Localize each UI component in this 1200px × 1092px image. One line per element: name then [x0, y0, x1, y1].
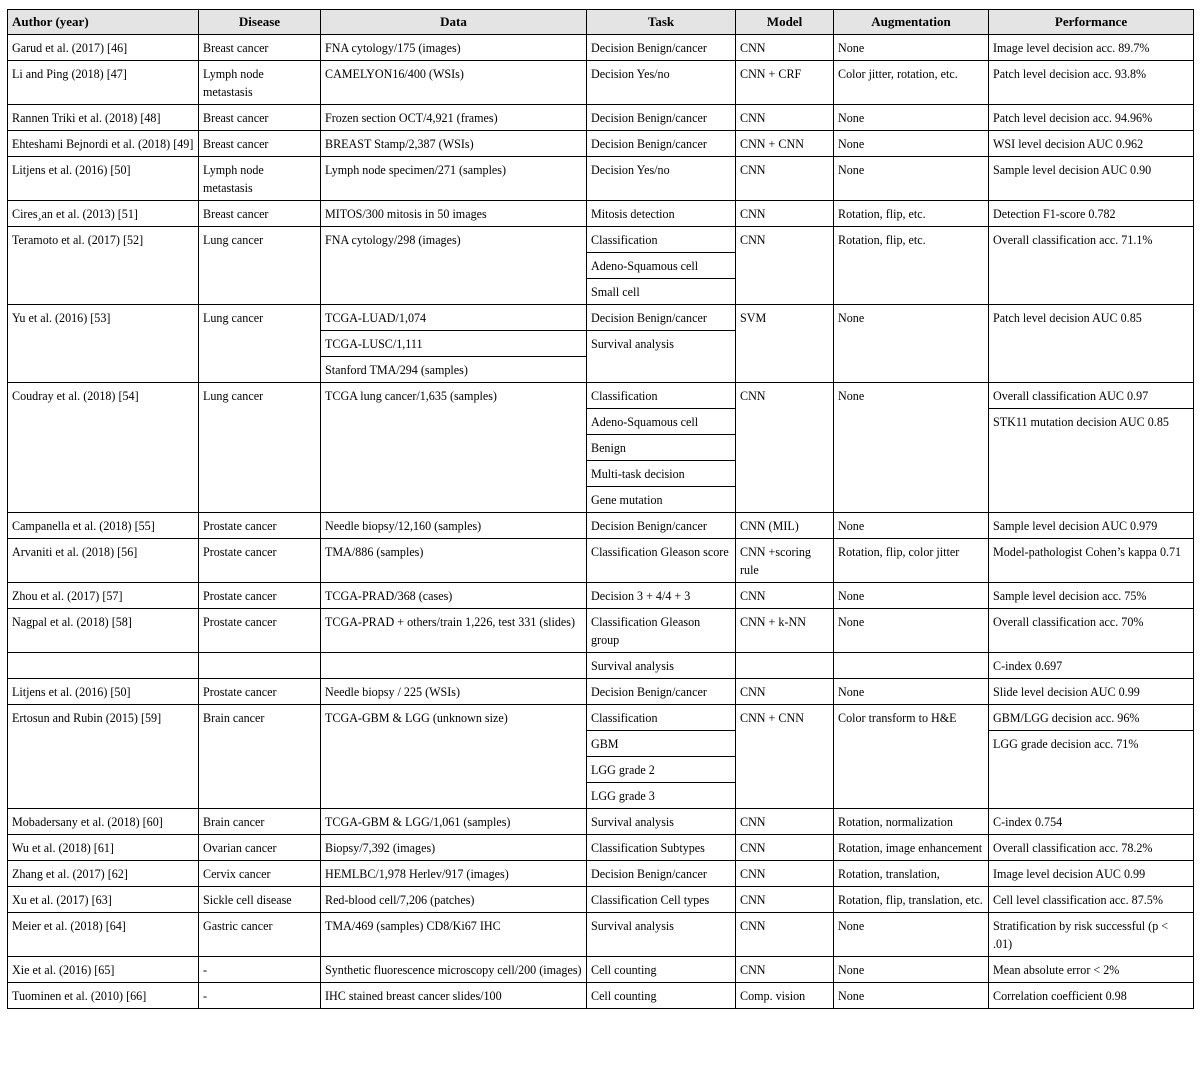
table-cell: TMA/886 (samples): [321, 539, 587, 583]
table-row: [8, 861, 1194, 887]
table-cell: Rotation, normalization: [834, 809, 989, 835]
table-row: [8, 201, 1194, 227]
table-cell: None: [834, 679, 989, 705]
table-cell: None: [834, 513, 989, 539]
table-cell: CNN: [736, 383, 834, 513]
table-cell: Decision Benign/cancer: [587, 861, 736, 887]
table-cell: GBM/LGG decision acc. 96%: [989, 705, 1194, 731]
table-cell: Rotation, flip, etc.: [834, 201, 989, 227]
table-cell: Overall classification AUC 0.97: [989, 383, 1194, 409]
table-cell: FNA cytology/175 (images): [321, 35, 587, 61]
table-cell: Synthetic fluorescence microscopy cell/200 (images): [321, 957, 587, 983]
table-cell: Cell level classification acc. 87.5%: [989, 887, 1194, 913]
table-cell: [834, 653, 989, 679]
table-cell: Breast cancer: [199, 201, 321, 227]
table-cell: Patch level decision acc. 94.96%: [989, 105, 1194, 131]
table-cell: Rotation, image enhancement: [834, 835, 989, 861]
table-cell: Patch level decision AUC 0.85: [989, 305, 1194, 383]
header-model: Model: [736, 10, 834, 35]
table-cell: [736, 653, 834, 679]
header-data: Data: [321, 10, 587, 35]
table-cell: Garud et al. (2017) [46]: [8, 35, 199, 61]
table-cell: Cervix cancer: [199, 861, 321, 887]
table-row: [8, 653, 1194, 679]
table-cell: [321, 653, 587, 679]
table-row: [8, 983, 1194, 1009]
table-cell: TCGA-GBM & LGG/1,061 (samples): [321, 809, 587, 835]
table-cell: Decision Benign/cancer: [587, 679, 736, 705]
table-cell: Slide level decision AUC 0.99: [989, 679, 1194, 705]
table-cell: None: [834, 105, 989, 131]
table-cell: FNA cytology/298 (images): [321, 227, 587, 305]
table-cell: TCGA lung cancer/1,635 (samples): [321, 383, 587, 513]
table-cell: Survival analysis: [587, 809, 736, 835]
table-cell: Decision Benign/cancer: [587, 105, 736, 131]
table-cell: Ertosun and Rubin (2015) [59]: [8, 705, 199, 809]
table-cell: CNN: [736, 157, 834, 201]
table-cell: Gastric cancer: [199, 913, 321, 957]
table-cell: Mobadersany et al. (2018) [60]: [8, 809, 199, 835]
table-cell: Cell counting: [587, 983, 736, 1009]
table-cell: Image level decision acc. 89.7%: [989, 35, 1194, 61]
table-cell: Lung cancer: [199, 227, 321, 305]
table-cell: Prostate cancer: [199, 679, 321, 705]
table-cell: Litjens et al. (2016) [50]: [8, 157, 199, 201]
table-cell: Rotation, flip, etc.: [834, 227, 989, 305]
table-cell: Survival analysis: [587, 331, 736, 383]
header-row: [8, 10, 1194, 35]
table-cell: Breast cancer: [199, 105, 321, 131]
table-row: [8, 705, 1194, 731]
table-cell: Prostate cancer: [199, 513, 321, 539]
table-cell: Classification: [587, 383, 736, 409]
table-cell: Classification Subtypes: [587, 835, 736, 861]
table-cell: Xu et al. (2017) [63]: [8, 887, 199, 913]
table-cell: CNN + CNN: [736, 131, 834, 157]
table-cell: CNN: [736, 201, 834, 227]
table-cell: Sickle cell disease: [199, 887, 321, 913]
table-cell: CNN: [736, 913, 834, 957]
table-cell: Prostate cancer: [199, 539, 321, 583]
table-cell: Campanella et al. (2018) [55]: [8, 513, 199, 539]
table-cell: CNN (MIL): [736, 513, 834, 539]
table-row: [8, 957, 1194, 983]
table-cell: Brain cancer: [199, 705, 321, 809]
table-cell: [8, 653, 199, 679]
table-cell: Prostate cancer: [199, 583, 321, 609]
header-performance: Performance: [989, 10, 1194, 35]
table-cell: Ehteshami Bejnordi et al. (2018) [49]: [8, 131, 199, 157]
table-cell: Mean absolute error < 2%: [989, 957, 1194, 983]
table-cell: LGG grade decision acc. 71%: [989, 731, 1194, 809]
table-cell: Classification: [587, 705, 736, 731]
table-cell: Breast cancer: [199, 131, 321, 157]
table-cell: Overall classification acc. 78.2%: [989, 835, 1194, 861]
table-cell: Decision Benign/cancer: [587, 35, 736, 61]
table-row: [8, 887, 1194, 913]
table-cell: Yu et al. (2016) [53]: [8, 305, 199, 383]
table-row: [8, 513, 1194, 539]
table-cell: CNN: [736, 35, 834, 61]
table-cell: Zhang et al. (2017) [62]: [8, 861, 199, 887]
header-task: Task: [587, 10, 736, 35]
table-cell: Teramoto et al. (2017) [52]: [8, 227, 199, 305]
table-cell: Stratification by risk successful (p < .01): [989, 913, 1194, 957]
table-cell: Zhou et al. (2017) [57]: [8, 583, 199, 609]
table-cell: Lymph node specimen/271 (samples): [321, 157, 587, 201]
table-cell: TMA/469 (samples) CD8/Ki67 IHC: [321, 913, 587, 957]
table-cell: Rannen Triki et al. (2018) [48]: [8, 105, 199, 131]
table-row: [8, 131, 1194, 157]
table-cell: WSI level decision AUC 0.962: [989, 131, 1194, 157]
table-cell: CNN: [736, 105, 834, 131]
header-augmentation: Augmentation: [834, 10, 989, 35]
table-cell: Lung cancer: [199, 383, 321, 513]
table-cell: Needle biopsy / 225 (WSIs): [321, 679, 587, 705]
table-cell: CNN +scoring rule: [736, 539, 834, 583]
table-row: [8, 61, 1194, 105]
table-cell: CNN: [736, 227, 834, 305]
table-row: [8, 913, 1194, 957]
table-cell: TCGA-GBM & LGG (unknown size): [321, 705, 587, 809]
table-cell: Cell counting: [587, 957, 736, 983]
table-cell: LGG grade 2: [587, 757, 736, 783]
table-cell: Classification Gleason group: [587, 609, 736, 653]
table-cell: CNN: [736, 887, 834, 913]
table-cell: Color transform to H&E: [834, 705, 989, 809]
table-cell: Breast cancer: [199, 35, 321, 61]
table-cell: Lymph node metastasis: [199, 157, 321, 201]
table-cell: TCGA-LUAD/1,074: [321, 305, 587, 331]
table-cell: STK11 mutation decision AUC 0.85: [989, 409, 1194, 513]
table-cell: Decision Yes/no: [587, 157, 736, 201]
table-cell: IHC stained breast cancer slides/100: [321, 983, 587, 1009]
table-cell: Biopsy/7,392 (images): [321, 835, 587, 861]
table-row: [8, 835, 1194, 861]
table-cell: Prostate cancer: [199, 609, 321, 653]
table-row: [8, 35, 1194, 61]
table-cell: Model-pathologist Cohen’s kappa 0.71: [989, 539, 1194, 583]
table-cell: CNN: [736, 679, 834, 705]
table-row: [8, 809, 1194, 835]
table-row: [8, 679, 1194, 705]
table-cell: Comp. vision: [736, 983, 834, 1009]
table-row: [8, 305, 1194, 331]
literature-table: [7, 9, 1194, 1009]
table-cell: Overall classification acc. 71.1%: [989, 227, 1194, 305]
table-cell: Small cell: [587, 279, 736, 305]
table-cell: Gene mutation: [587, 487, 736, 513]
table-cell: Lymph node metastasis: [199, 61, 321, 105]
table-row: [8, 583, 1194, 609]
table-cell: Stanford TMA/294 (samples): [321, 357, 587, 383]
table-cell: Survival analysis: [587, 653, 736, 679]
table-cell: Rotation, flip, translation, etc.: [834, 887, 989, 913]
table-cell: Cires¸an et al. (2013) [51]: [8, 201, 199, 227]
table-cell: Color jitter, rotation, etc.: [834, 61, 989, 105]
literature-table-container: [7, 9, 1193, 1009]
table-cell: CNN: [736, 835, 834, 861]
table-cell: CNN: [736, 583, 834, 609]
table-cell: Sample level decision AUC 0.979: [989, 513, 1194, 539]
table-cell: GBM: [587, 731, 736, 757]
table-cell: None: [834, 35, 989, 61]
table-cell: MITOS/300 mitosis in 50 images: [321, 201, 587, 227]
table-cell: CNN + CNN: [736, 705, 834, 809]
table-cell: Classification Gleason score: [587, 539, 736, 583]
table-cell: HEMLBC/1,978 Herlev/917 (images): [321, 861, 587, 887]
table-cell: TCGA-LUSC/1,111: [321, 331, 587, 357]
table-cell: Litjens et al. (2016) [50]: [8, 679, 199, 705]
table-row: [8, 383, 1194, 409]
table-cell: None: [834, 983, 989, 1009]
table-cell: Meier et al. (2018) [64]: [8, 913, 199, 957]
table-cell: Patch level decision acc. 93.8%: [989, 61, 1194, 105]
table-cell: Needle biopsy/12,160 (samples): [321, 513, 587, 539]
table-cell: Overall classification acc. 70%: [989, 609, 1194, 653]
table-cell: CNN: [736, 957, 834, 983]
table-cell: Arvaniti et al. (2018) [56]: [8, 539, 199, 583]
table-cell: Classification Cell types: [587, 887, 736, 913]
table-cell: SVM: [736, 305, 834, 383]
table-cell: Rotation, flip, color jitter: [834, 539, 989, 583]
table-cell: Decision Benign/cancer: [587, 131, 736, 157]
table-cell: Tuominen et al. (2010) [66]: [8, 983, 199, 1009]
table-cell: Image level decision AUC 0.99: [989, 861, 1194, 887]
table-cell: Mitosis detection: [587, 201, 736, 227]
table-cell: None: [834, 609, 989, 653]
table-cell: Correlation coefficient 0.98: [989, 983, 1194, 1009]
table-row: [8, 157, 1194, 201]
table-cell: BREAST Stamp/2,387 (WSIs): [321, 131, 587, 157]
table-cell: Wu et al. (2018) [61]: [8, 835, 199, 861]
table-cell: Sample level decision AUC 0.90: [989, 157, 1194, 201]
table-cell: CNN: [736, 861, 834, 887]
table-cell: Rotation, translation,: [834, 861, 989, 887]
table-cell: Coudray et al. (2018) [54]: [8, 383, 199, 513]
table-cell: TCGA-PRAD + others/train 1,226, test 331 (slides): [321, 609, 587, 653]
table-cell: None: [834, 305, 989, 383]
table-cell: Sample level decision acc. 75%: [989, 583, 1194, 609]
table-cell: C-index 0.697: [989, 653, 1194, 679]
table-header: [8, 10, 1194, 35]
table-row: [8, 539, 1194, 583]
table-cell: Survival analysis: [587, 913, 736, 957]
table-cell: -: [199, 957, 321, 983]
table-row: [8, 105, 1194, 131]
table-cell: Decision Benign/cancer: [587, 513, 736, 539]
table-cell: Adeno-Squamous cell: [587, 253, 736, 279]
table-cell: CNN: [736, 809, 834, 835]
table-cell: Red-blood cell/7,206 (patches): [321, 887, 587, 913]
table-cell: None: [834, 383, 989, 513]
table-cell: Lung cancer: [199, 305, 321, 383]
table-cell: Ovarian cancer: [199, 835, 321, 861]
table-cell: CNN + CRF: [736, 61, 834, 105]
table-cell: Multi-task decision: [587, 461, 736, 487]
table-cell: C-index 0.754: [989, 809, 1194, 835]
table-cell: Classification: [587, 227, 736, 253]
table-cell: -: [199, 983, 321, 1009]
table-cell: CAMELYON16/400 (WSIs): [321, 61, 587, 105]
header-author: Author (year): [8, 10, 199, 35]
table-cell: None: [834, 913, 989, 957]
table-cell: LGG grade 3: [587, 783, 736, 809]
table-cell: Detection F1-score 0.782: [989, 201, 1194, 227]
table-cell: None: [834, 157, 989, 201]
table-cell: None: [834, 957, 989, 983]
table-cell: CNN + k-NN: [736, 609, 834, 653]
table-cell: Decision 3 + 4/4 + 3: [587, 583, 736, 609]
header-disease: Disease: [199, 10, 321, 35]
table-cell: Frozen section OCT/4,921 (frames): [321, 105, 587, 131]
table-cell: Nagpal et al. (2018) [58]: [8, 609, 199, 653]
table-cell: None: [834, 583, 989, 609]
table-cell: Brain cancer: [199, 809, 321, 835]
table-cell: Decision Yes/no: [587, 61, 736, 105]
table-cell: Xie et al. (2016) [65]: [8, 957, 199, 983]
table-row: [8, 227, 1194, 253]
table-cell: [199, 653, 321, 679]
table-cell: Benign: [587, 435, 736, 461]
table-cell: Decision Benign/cancer: [587, 305, 736, 331]
table-cell: None: [834, 131, 989, 157]
table-body: [8, 35, 1194, 1009]
table-cell: TCGA-PRAD/368 (cases): [321, 583, 587, 609]
table-cell: Adeno-Squamous cell: [587, 409, 736, 435]
table-row: [8, 609, 1194, 653]
table-cell: Li and Ping (2018) [47]: [8, 61, 199, 105]
